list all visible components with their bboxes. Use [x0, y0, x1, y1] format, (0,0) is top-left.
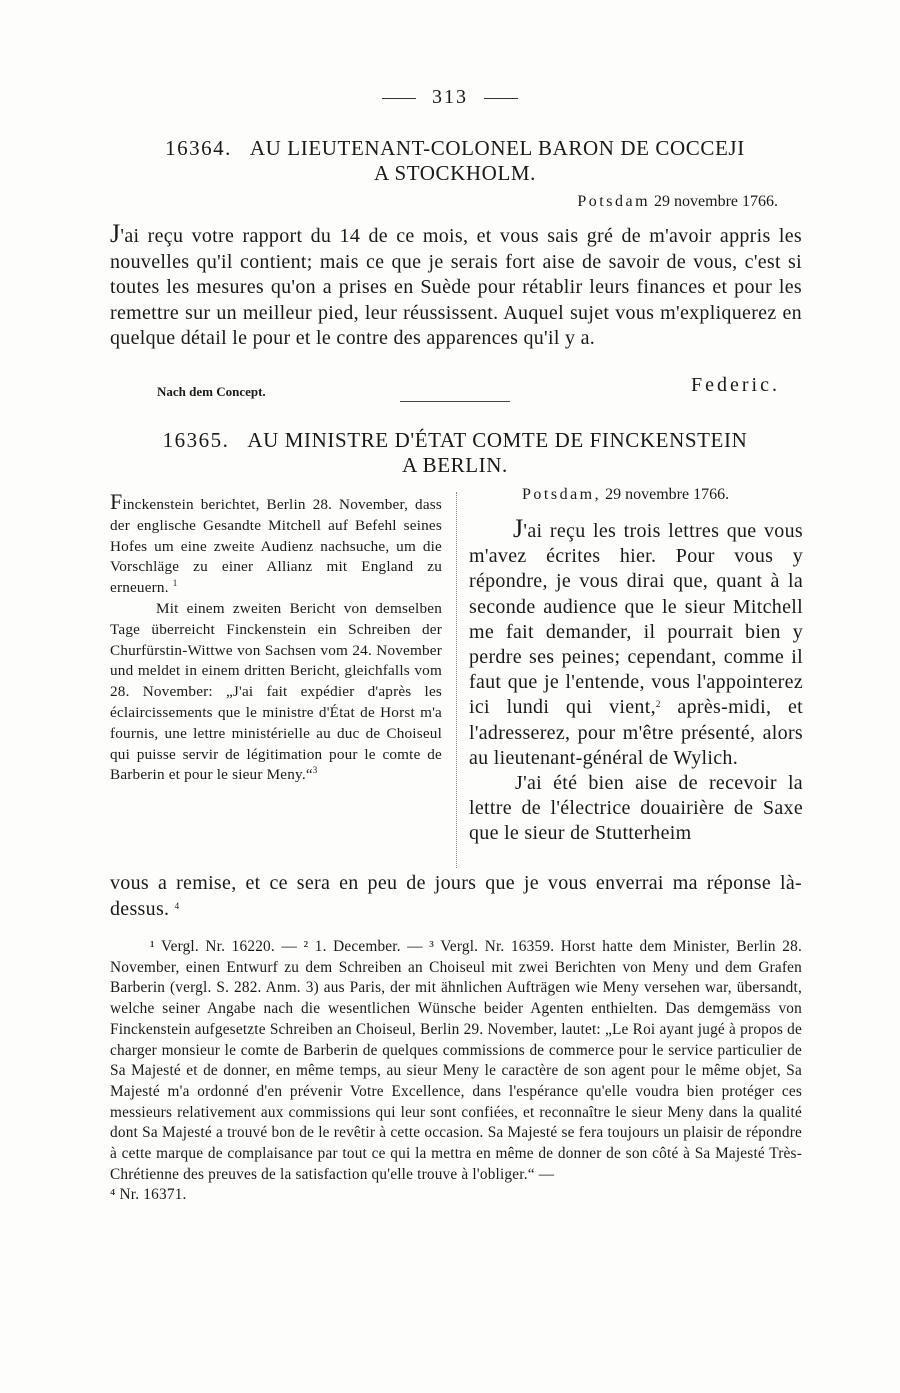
letter2-title-line1: AU MINISTRE D'ÉTAT COMTE DE FINCKENSTEIN: [247, 428, 748, 452]
letter1-source-note: Nach dem Concept.: [157, 384, 266, 399]
letter1-title-line1: AU LIEUTENANT-COLONEL BARON DE COCCEJI: [249, 136, 745, 160]
letter1-signature: Federic.: [691, 374, 780, 396]
footnotes: [110, 937, 802, 1206]
letter2-paragraph-1: [469, 516, 803, 771]
letter2-heading-line1: [110, 428, 800, 453]
letter2-date-rest: 29 novembre 1766.: [605, 486, 730, 503]
footnote-text: ¹ Vergl. Nr. 16220. — ² 1. December. — ³ Vergl. Nr. 16359. Horst hatte dem Minister, Berlin 28. November, einen Entwurf zu dem Schreiben an Choiseul mit zwei Berichten von Meny und dem Grafen Barberin (vergl. S. 282. Anm. 3) aus Paris, der mit ähnlichen Aufträgen wie Meny versehen war, übersandt, welche seiner Angabe nach die wesentlichen Wünsche beider Agenten enthielten. Das demgemäss von Finckenstein aufgesetzte Schreiben an Choiseul, Berlin 29. November, lautet: „Le Roi ayant jugé à propos de charger monsieur le comte de Barberin de quelques commissions de commerce pour le service particulier de Sa Majesté et de donner, en même temps, au sieur Meny le caractère de son agent pour le même objet, Sa Majesté m'a ordonné d'en prévenir Votre Excellence, dans l'espérance qu'elle voudra bien protéger ces messieurs relativement aux commissions qui leur sont confiées, et reconnaître le sieur Meny dans la qualité dont Sa Majesté a trouvé bon de le revêtir à cette occasion. Sa Majesté se fera toujours un plaisir de répondre à cette marque de complaisance par tout ce qui la mettra en même de donner de son côté à Sa Majesté Très-Chrétienne des preuves de la satisfaction qu'elle trouve à l'obliger.“ —: [110, 938, 802, 1183]
letter1-dateline: [577, 193, 778, 211]
letter2-p1-text-a: 'ai reçu les trois lettres que vous m'avez écrites hier. Pour vous y répondre, je vous dirai que, quant à la seconde audience que le sieur Mitchell me fait demander, il pourrait bien y perdre ses peines; cependant, comme il faut que je l'entende, vous l'appointerez ici lundi qui vient,: [469, 520, 803, 719]
letter2-title-line2: A BERLIN.: [402, 453, 508, 477]
letter2-tail-note-ref: 4: [174, 900, 180, 911]
letter2-tail: [110, 871, 802, 922]
letter1-number: 16364.: [165, 136, 232, 160]
letter1-body-initial: J: [110, 219, 121, 248]
letter1-heading-line1: [110, 136, 800, 161]
page-number: [0, 86, 900, 109]
letter2-p1-text-b: après-midi, et l'adresserez, pour m'être présenté, alors au lieutenant-général de Wylich.: [469, 696, 803, 769]
letter2-summary: [110, 489, 442, 786]
section-separator: [400, 401, 510, 402]
summary-initial: F: [110, 489, 123, 514]
letter1-heading: [110, 136, 800, 186]
summary-p1-note-ref: 1: [172, 578, 178, 589]
summary-p1-text: inckenstein berichtet, Berlin 28. November, dass der englische Gesandte Mitchell auf Befehl seines Hofes um eine zweite Audienz nachsuche, um die Vorschläge zu einer Allianz mit England zu erneuern.: [110, 496, 442, 597]
summary-paragraph-2: [110, 599, 442, 786]
letter2-date-place: Potsdam,: [522, 486, 602, 503]
column-divider: [456, 492, 457, 868]
page-number-value: 313: [432, 86, 468, 108]
letter1-date-place: Potsdam: [577, 193, 651, 210]
letter2-heading: [110, 428, 800, 478]
letter2-number: 16365.: [162, 428, 230, 452]
summary-p2-note-ref: 3: [312, 765, 318, 776]
page-number-dash-right: [484, 98, 518, 99]
letter1-body-text: 'ai reçu votre rapport du 14 de ce mois, et vous sais gré de m'avoir appris les nouvelles qu'il contient; mais ce que je serais fort aise de savoir de vous, c'est si toutes les mesures qu'on a prises en Suède pour rétablir leurs finances et pour les remettre sur un meilleur pied, leur réussissent. Auquel sujet vous m'expliquerez en quelque détail le pour et le contre des apparences qu'il y a.: [110, 225, 802, 349]
letter2-tail-text: vous a remise, et ce sera en peu de jours que je vous enverrai ma réponse là-dessus.: [110, 872, 802, 920]
letter1-body: [110, 221, 802, 352]
summary-paragraph-1: [110, 489, 442, 599]
letter2-p1-note-ref: 2: [655, 699, 661, 710]
letter2-body: [469, 516, 803, 847]
footnote-last: ⁴ Nr. 16371.: [110, 1186, 187, 1204]
letter2-dateline: [522, 486, 729, 504]
page-number-dash-left: [382, 98, 416, 99]
letter2-body-initial: J: [513, 514, 524, 543]
letter1-title-line2: A STOCKHOLM.: [373, 161, 536, 185]
letter1-date-rest: 29 novembre 1766.: [654, 193, 778, 210]
letter2-paragraph-2: J'ai été bien aise de recevoir la lettre de l'électrice douairière de Saxe que le sieur de Stutterheim: [469, 772, 803, 845]
summary-p2-text: Mit einem zweiten Bericht von demselben Tage überreicht Finckenstein ein Schreiben der Churfürstin-Wittwe von Sachsen vom 24. November und meldet in einem dritten Bericht, gleichfalls vom 28. November: „J'ai fait expédier d'après les éclaircissements que le ministre d'État de Horst m'a fournis, une lettre ministérielle au duc de Choiseul qui puisse servir de légitimation pour le comte de Barberin et pour le sieur Meny.“: [110, 599, 442, 784]
